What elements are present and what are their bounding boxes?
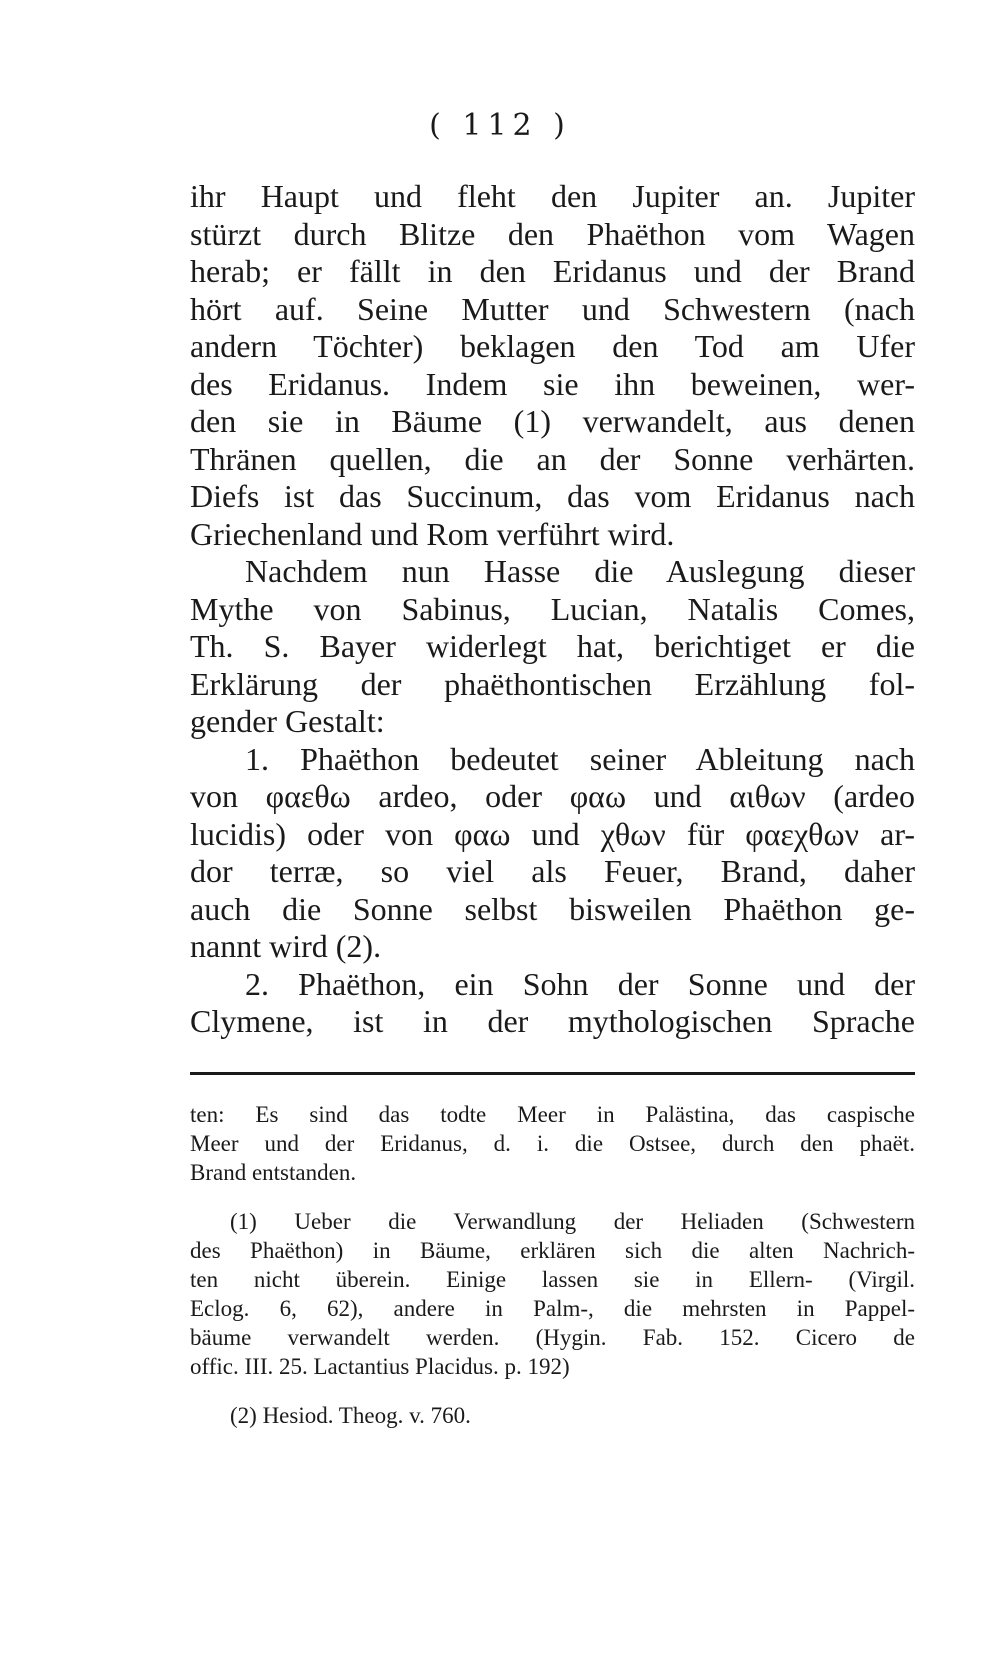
footnote-line: Eclog. 6, 62), andere in Palm-, die mehrsten in Pappel- <box>190 1296 915 1321</box>
text-line: 1. Phaëthon bedeutet seiner Ableitung nach <box>245 740 915 777</box>
text-line: Griechenland und Rom verführt wird. <box>190 515 675 552</box>
footnote-line: Meer und der Eridanus, d. i. die Ostsee, durch den phaët. <box>190 1131 915 1156</box>
text-line: von φαεθω ardeo, oder φαω und αιθων (ardeo <box>190 778 915 814</box>
text-line: lucidis) oder von φαω und χθων für φαεχθων ar- <box>190 815 915 852</box>
footnote-line: ten nicht überein. Einige lassen sie in Ellern- (Virgil. <box>190 1267 915 1292</box>
footnote-line: Brand entstanden. <box>190 1160 357 1185</box>
footnote-1 <box>190 1207 915 1381</box>
text-line: gender Gestalt: <box>190 703 385 739</box>
text-line: Erklärung der phaëthontischen Erzählung fol- <box>190 665 915 702</box>
footnote-line: offic. III. 25. Lactantius Placidus. p. 192) <box>190 1354 570 1379</box>
footnote-line: bäume verwandelt werden. (Hygin. Fab. 152. Cicero de <box>190 1325 915 1350</box>
text-line: Th. S. Bayer widerlegt hat, berichtiget er die <box>190 628 915 664</box>
text-line: ihr Haupt und fleht den Jupiter an. Jupiter <box>190 178 915 214</box>
text-line: Mythe von Sabinus, Lucian, Natalis Comes, <box>190 590 915 627</box>
text-line: dor terræ, so viel als Feuer, Brand, daher <box>190 853 915 889</box>
page-number: ( 112 ) <box>429 108 571 143</box>
footnote-line: (2) Hesiod. Theog. v. 760. <box>230 1403 471 1428</box>
text-line: den sie in Bäume (1) verwandelt, aus denen <box>190 403 915 439</box>
footnote-divider <box>190 1072 915 1075</box>
text-line: des Eridanus. Indem sie ihn beweinen, wer- <box>190 365 915 402</box>
footnotes <box>190 1100 915 1430</box>
text-line: Thränen quellen, die an der Sonne verhärten. <box>190 440 915 477</box>
text-line: Nachdem nun Hasse die Auslegung dieser <box>245 553 915 589</box>
text-line: Clymene, ist in der mythologischen Sprache <box>190 1003 915 1039</box>
text-line: nannt wird (2). <box>190 928 382 964</box>
footnote-line: ten: Es sind das todte Meer in Palästina, das caspische <box>190 1102 915 1127</box>
text-line: stürzt durch Blitze den Phaëthon vom Wagen <box>190 215 915 252</box>
text-line: Diefs ist das Succinum, das vom Eridanus nach <box>190 478 915 514</box>
footnote-2 <box>190 1401 915 1430</box>
footnote-line: (1) Ueber die Verwandlung der Heliaden (Schwestern <box>230 1209 915 1234</box>
text-line: hört auf. Seine Mutter und Schwestern (nach <box>190 290 915 327</box>
main-text <box>190 178 915 1041</box>
text-line: 2. Phaëthon, ein Sohn der Sonne und der <box>245 965 915 1002</box>
text-line: auch die Sonne selbst bisweilen Phaëthon ge- <box>190 890 915 927</box>
footnote-line: des Phaëthon) in Bäume, erklären sich die alten Nachrich- <box>190 1238 915 1263</box>
footnote-continuation <box>190 1100 915 1187</box>
text-line: andern Töchter) beklagen den Tod am Ufer <box>190 328 915 364</box>
text-line: herab; er fällt in den Eridanus und der Brand <box>190 253 915 289</box>
